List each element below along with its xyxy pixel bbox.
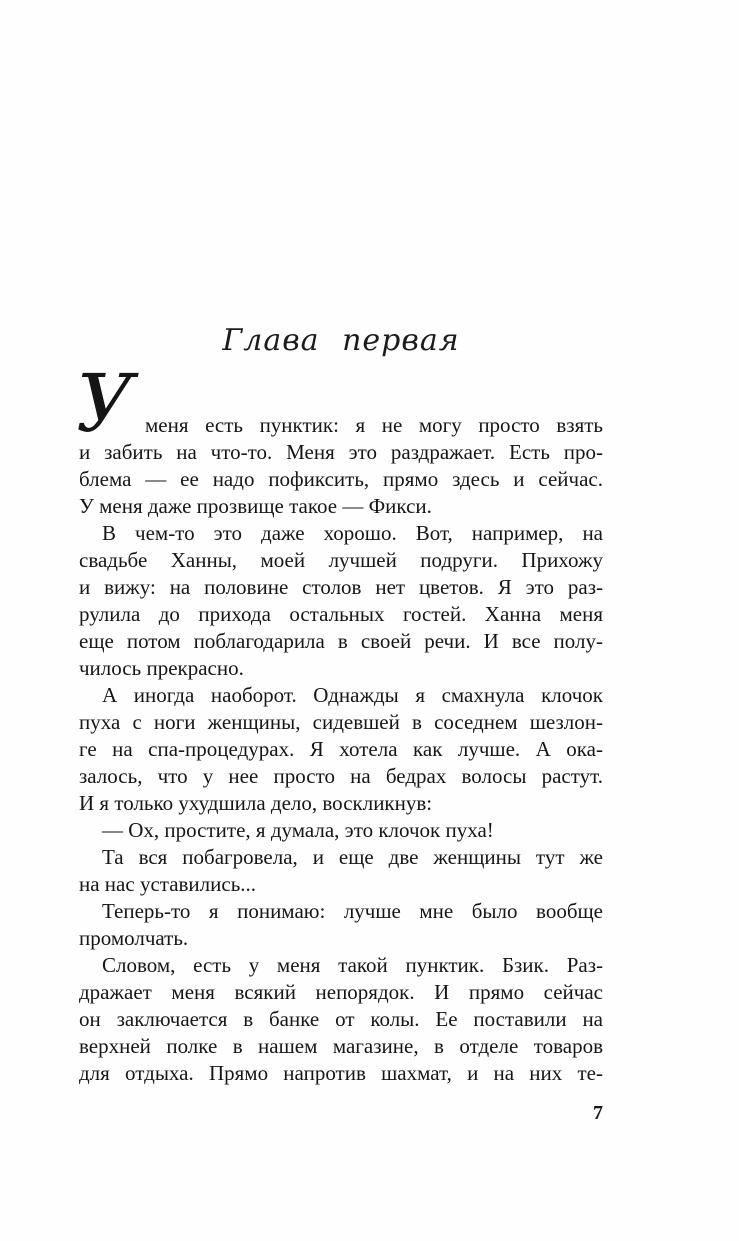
paragraph (79, 520, 603, 682)
text-line: В чем-то это даже хорошо. Вот, например, на (102, 521, 603, 545)
text-line: Та вся побагровела, и еще две женщины тут же (102, 845, 603, 869)
text-line: рулила до прихода остальных гостей. Ханна меня (79, 602, 603, 626)
paragraph (79, 412, 603, 520)
text-line: верхней полке в нашем магазине, в отделе товаров (79, 1034, 603, 1058)
text-line: на нас уставились... (79, 872, 257, 896)
drop-cap-letter: У (76, 357, 134, 450)
text-line: для отдыха. Прямо напротив шахмат, и на них те- (79, 1061, 603, 1085)
paragraph (79, 682, 603, 817)
text-line: залось, что у нее просто на бедрах волосы растут. (79, 764, 603, 788)
text-line: меня есть пунктик: я не могу просто взять (145, 413, 603, 437)
text-line: — Ох, простите, я думала, это клочок пуха! (102, 818, 494, 842)
text-line: еще потом поблагодарила в своей речи. И все полу- (79, 629, 603, 653)
text-line: Теперь-то я понимаю: лучше мне было вообще (102, 899, 603, 923)
page-content (76, 0, 603, 1087)
text-line: дражает меня всякий непорядок. И прямо сейчас (79, 980, 603, 1004)
text-line: У меня даже прозвище такое — Фикси. (79, 494, 432, 518)
page-number: 7 (593, 1102, 603, 1124)
text-line: И я только ухудшила дело, воскликнув: (79, 791, 433, 815)
text-line: свадьбе Ханны, моей лучшей подруги. Прихожу (79, 548, 603, 572)
text-line: А иногда наоборот. Однажды я смахнула клочок (102, 683, 603, 707)
chapter-title: Глава первая (222, 323, 460, 358)
text-line: чилось прекрасно. (79, 656, 244, 680)
paragraph (79, 898, 603, 952)
text-line: и забить на что-то. Меня это раздражает. Есть про- (79, 440, 603, 464)
paragraph (79, 844, 603, 898)
text-line: он заключается в банке от колы. Ее поставили на (79, 1007, 603, 1031)
text-line: промолчать. (79, 926, 189, 950)
paragraph (79, 817, 603, 844)
text-line: и вижу: на половине столов нет цветов. Я это раз- (79, 575, 603, 599)
text-line: ге на спа-процедурах. Я хотела как лучше. А ока- (79, 737, 603, 761)
paragraph (79, 952, 603, 1087)
text-line: пуха с ноги женщины, сидевшей в соседнем шезлон- (79, 710, 603, 734)
text-line: Словом, есть у меня такой пунктик. Бзик. Раз- (102, 953, 603, 977)
text-line: блема — ее надо пофиксить, прямо здесь и сейчас. (79, 467, 603, 491)
body-text (76, 357, 603, 1087)
